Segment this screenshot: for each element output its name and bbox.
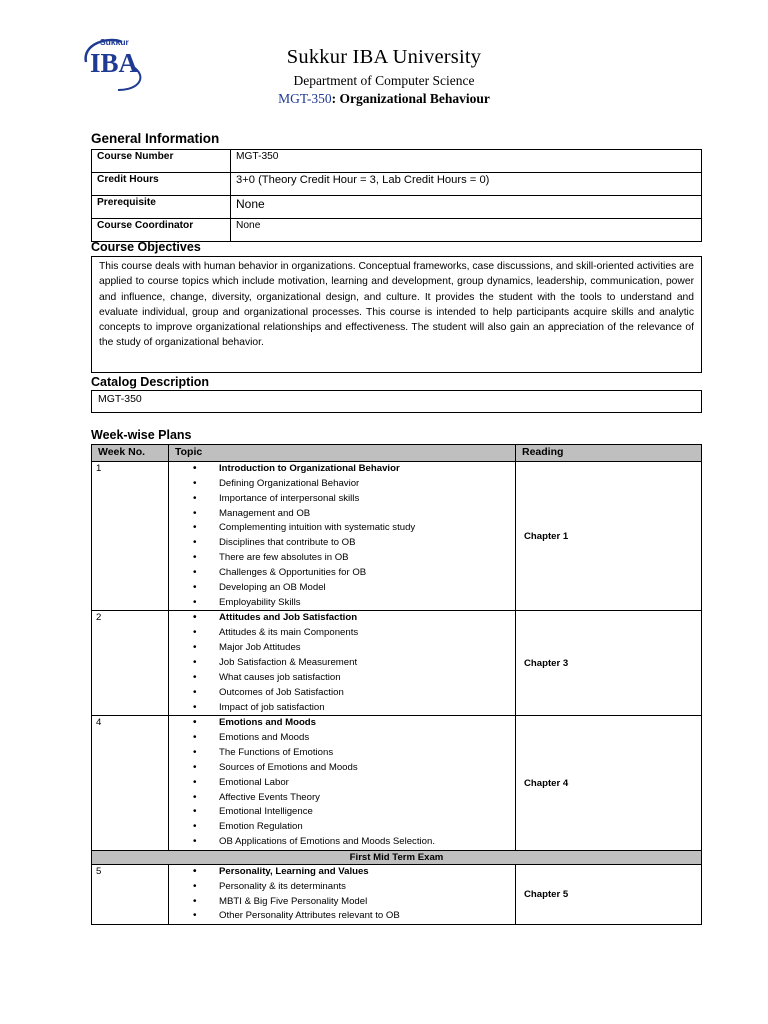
course-coordinator-label: Course Coordinator — [92, 219, 231, 242]
catalog-description-heading: Catalog Description — [91, 375, 210, 389]
topic-item: • Complementing intuition with systematic study — [193, 521, 515, 536]
topic-header: Topic — [169, 445, 516, 462]
general-information-table — [91, 149, 702, 242]
topic-item: • Attitudes & its main Components — [193, 626, 515, 641]
topic-list — [169, 462, 515, 610]
topic-list — [169, 865, 515, 924]
logo-top-text: Sukkur — [100, 37, 129, 47]
topic-item: • The Functions of Emotions — [193, 746, 515, 761]
topic-item: • Major Job Attitudes — [193, 641, 515, 656]
topic-item: • Emotional Labor — [193, 776, 515, 791]
topic-item: • Management and OB — [193, 507, 515, 522]
week-wise-plans-table — [91, 444, 702, 925]
topic-list — [169, 716, 515, 850]
course-number-value: MGT-350 — [231, 150, 702, 173]
topic-item: • Attitudes and Job Satisfaction — [193, 611, 515, 626]
topic-item: • Disciplines that contribute to OB — [193, 536, 515, 551]
table-row — [92, 611, 702, 716]
table-row — [92, 716, 702, 851]
first-mid-term-exam: First Mid Term Exam — [92, 850, 702, 864]
topic-item: • Emotional Intelligence — [193, 805, 515, 820]
course-coordinator-value: None — [231, 219, 702, 242]
topic-item: • Introduction to Organizational Behavior — [193, 462, 515, 477]
topic-item: • There are few absolutes in OB — [193, 551, 515, 566]
catalog-description-text: MGT-350 — [91, 390, 702, 413]
topic-cell — [169, 864, 516, 924]
topic-item: • Outcomes of Job Satisfaction — [193, 686, 515, 701]
topic-item: • Sources of Emotions and Moods — [193, 761, 515, 776]
course-title — [0, 91, 768, 107]
table-row — [92, 864, 702, 924]
topic-item: • Employability Skills — [193, 596, 515, 611]
week-number: 5 — [92, 864, 169, 924]
topic-item: • What causes job satisfaction — [193, 671, 515, 686]
department-name: Department of Computer Science — [293, 73, 475, 88]
topic-item: • Job Satisfaction & Measurement — [193, 656, 515, 671]
topic-item: • Challenges & Opportunities for OB — [193, 566, 515, 581]
topic-item: • Emotion Regulation — [193, 820, 515, 835]
general-information-heading: General Information — [91, 131, 220, 146]
table-row — [92, 196, 702, 219]
credit-hours-label: Credit Hours — [92, 173, 231, 196]
table-row — [92, 462, 702, 611]
topic-item: • Importance of interpersonal skills — [193, 492, 515, 507]
table-header-row — [92, 445, 702, 462]
table-row — [92, 173, 702, 196]
week-number: 2 — [92, 611, 169, 716]
course-number-label: Course Number — [92, 150, 231, 173]
university-title: Sukkur IBA University — [286, 46, 482, 68]
topic-item: • OB Applications of Emotions and Moods Selection. — [193, 835, 515, 850]
week-number: 4 — [92, 716, 169, 851]
topic-cell — [169, 611, 516, 716]
course-name: : Organizational Behaviour — [331, 91, 490, 106]
logo-main-text: IBA — [90, 48, 139, 78]
topic-item: • Affective Events Theory — [193, 791, 515, 806]
reading-cell: Chapter 4 — [516, 716, 702, 851]
prerequisite-value: None — [231, 196, 702, 219]
reading-header: Reading — [516, 445, 702, 462]
week-wise-plans-heading: Week-wise Plans — [91, 428, 192, 442]
reading-cell: Chapter 3 — [516, 611, 702, 716]
topic-cell — [169, 462, 516, 611]
course-code: MGT-350 — [278, 91, 332, 106]
table-row — [92, 150, 702, 173]
topic-item: • Defining Organizational Behavior — [193, 477, 515, 492]
topic-item: • MBTI & Big Five Personality Model — [193, 895, 515, 910]
reading-cell: Chapter 1 — [516, 462, 702, 611]
topic-item: • Emotions and Moods — [193, 716, 515, 731]
topic-cell — [169, 716, 516, 851]
week-no-header: Week No. — [92, 445, 169, 462]
topic-item: • Other Personality Attributes relevant to OB — [193, 909, 515, 924]
week-number: 1 — [92, 462, 169, 611]
course-objectives-text: This course deals with human behavior in organizations. Conceptual frameworks, case discussions, and skill-oriented activities are applied to course topics which include motivation, learning and development, group dynamics, leadership, communication, power and influence, change, diversity, organizational design, and culture. It provides the student with the tools to understand and evaluate individual, group and organizational processes. This course is intended to help participants acquire skills and analytic concepts to improve organizational relationships and effectiveness. The student will also gain an appreciation of the relevance of the study of organizational behavior. — [91, 256, 702, 373]
topic-item: • Impact of job satisfaction — [193, 701, 515, 716]
exam-row — [92, 850, 702, 864]
prerequisite-label: Prerequisite — [92, 196, 231, 219]
table-row — [92, 219, 702, 242]
topic-item: • Developing an OB Model — [193, 581, 515, 596]
topic-item: • Emotions and Moods — [193, 731, 515, 746]
reading-cell: Chapter 5 — [516, 864, 702, 924]
course-objectives-heading: Course Objectives — [91, 240, 201, 254]
topic-item: • Personality, Learning and Values — [193, 865, 515, 880]
topic-list — [169, 611, 515, 715]
topic-item: • Personality & its determinants — [193, 880, 515, 895]
credit-hours-value: 3+0 (Theory Credit Hour = 3, Lab Credit Hours = 0) — [231, 173, 702, 196]
